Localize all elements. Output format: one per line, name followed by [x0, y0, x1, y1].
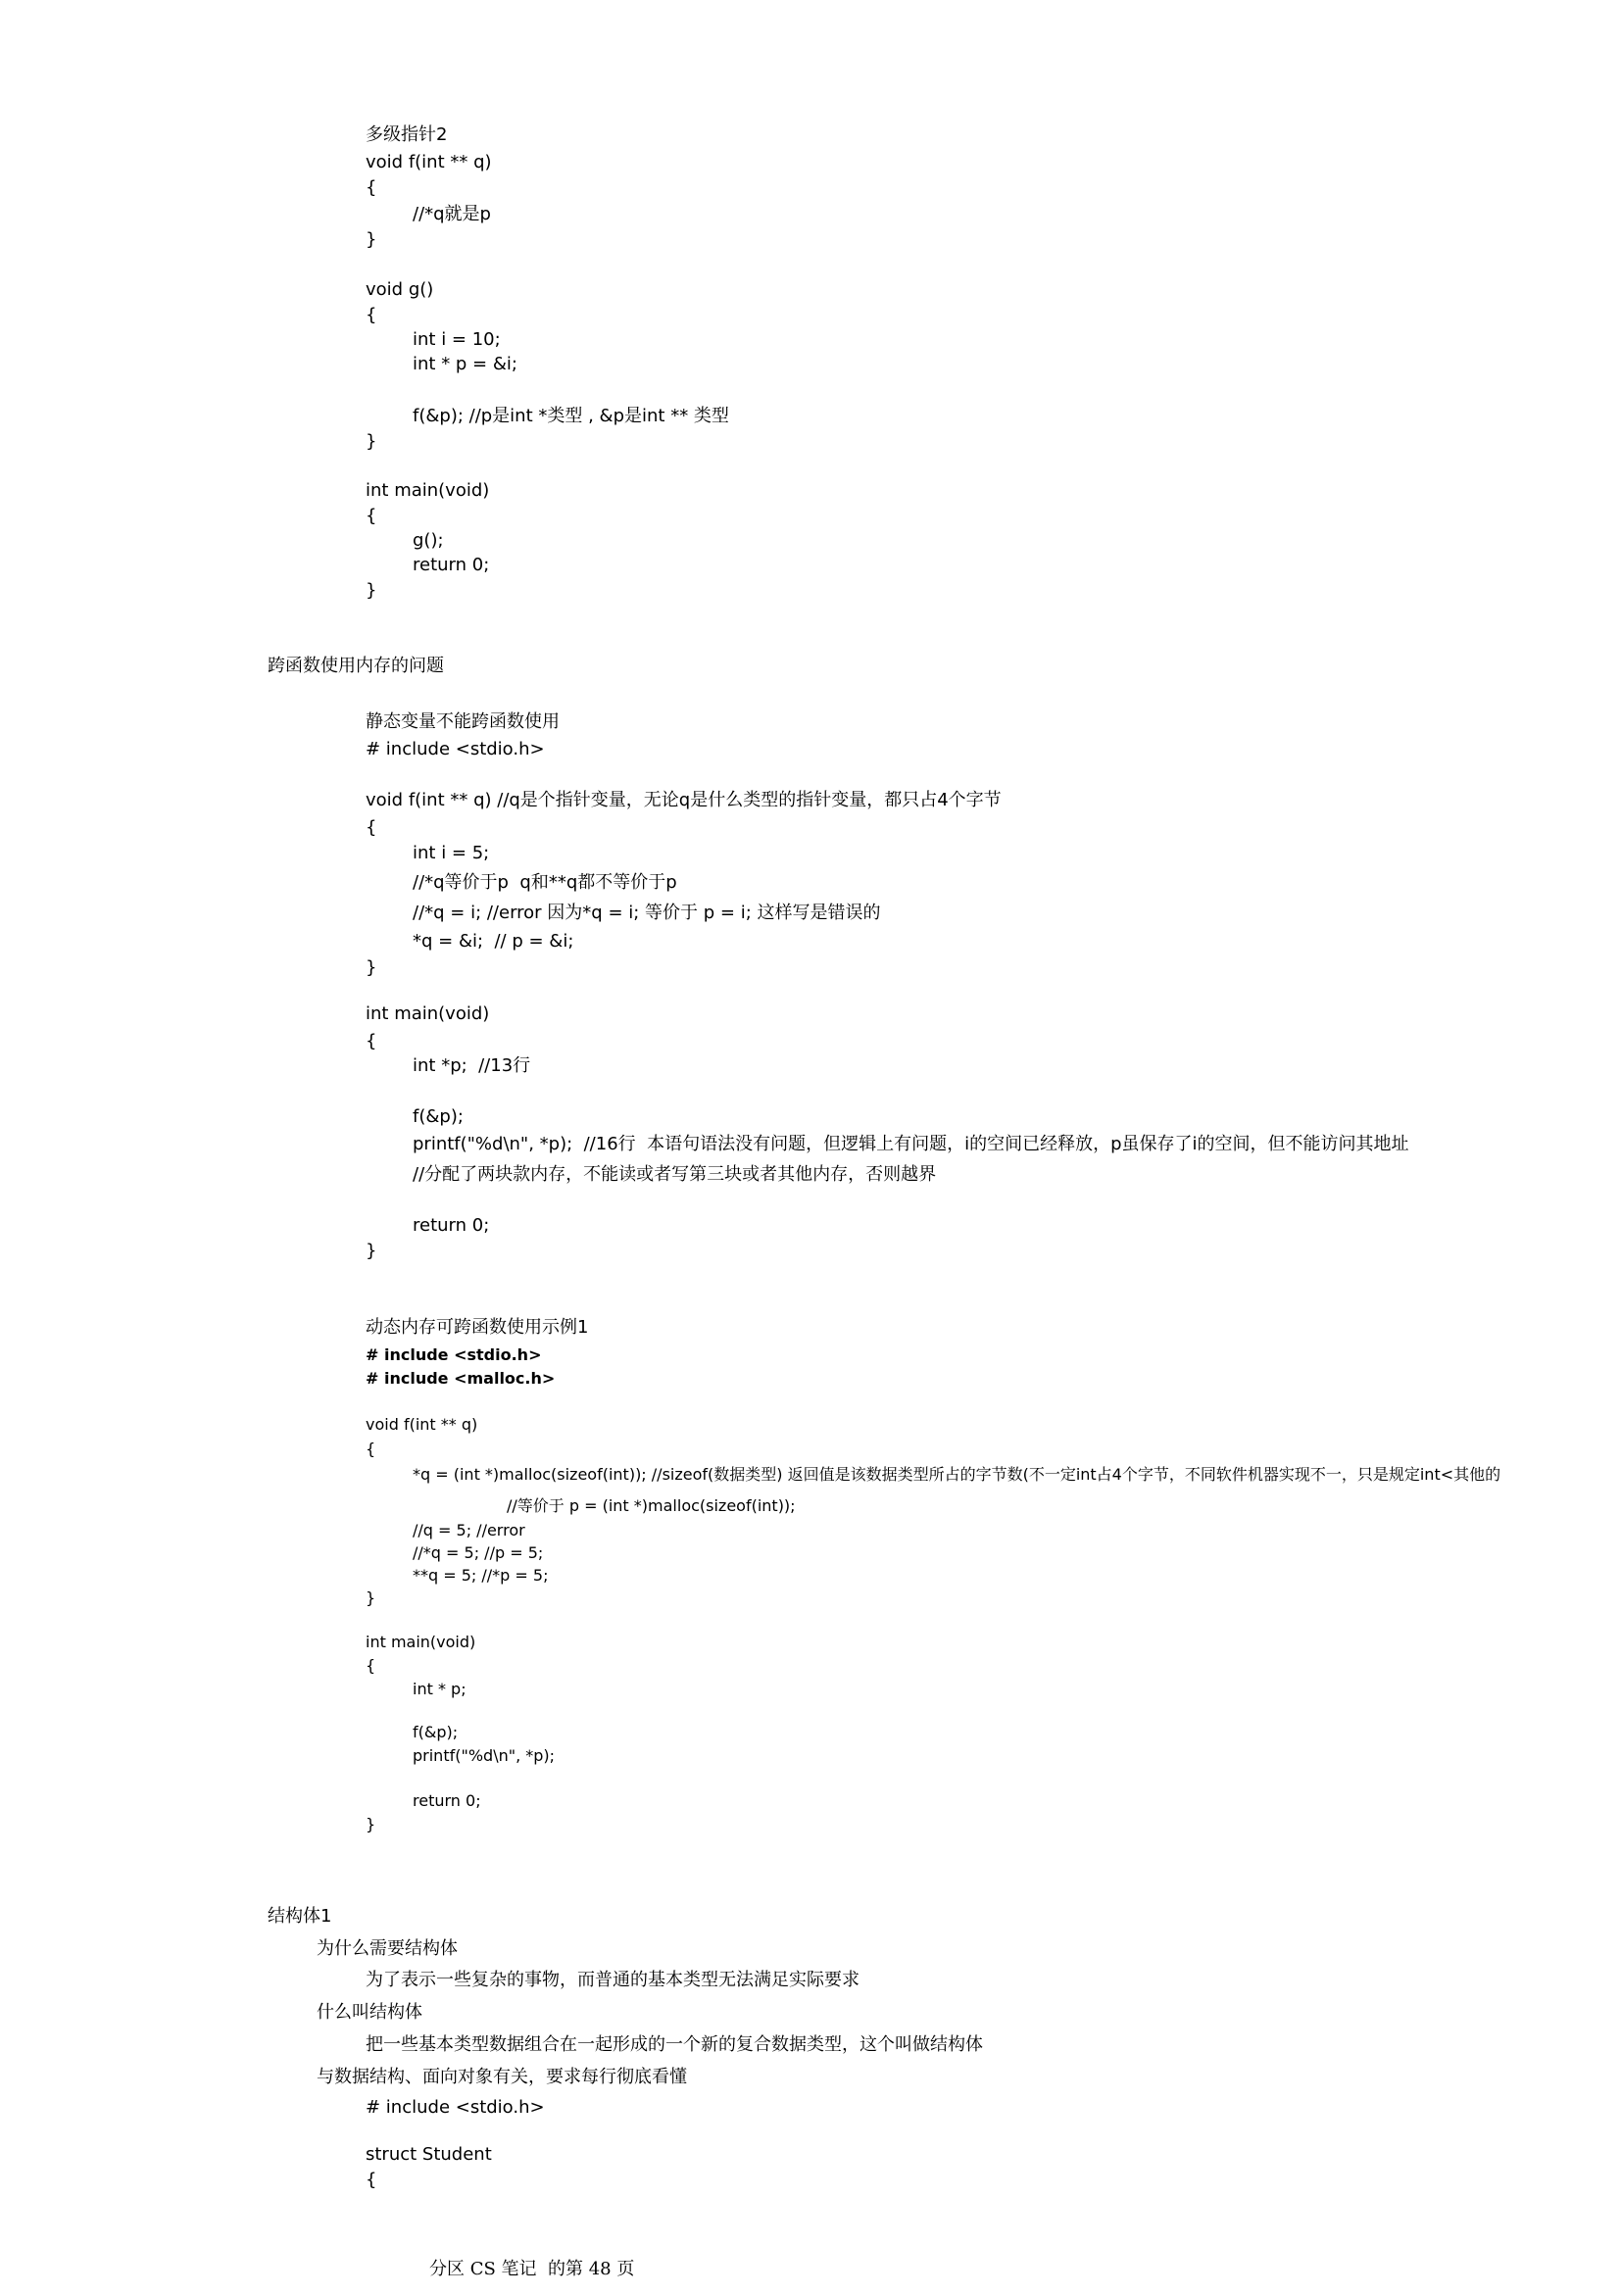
block-title: 动态内存可跨函数使用示例1 — [366, 1317, 589, 1338]
block-title: 静态变量不能跨函数使用 — [366, 711, 560, 732]
code-line: int i = 5; — [413, 843, 490, 863]
code-line: void f(int ** q) //q是个指针变量，无论q是什么类型的指针变量，都只占4个字节 — [366, 790, 1002, 810]
code-line: return 0; — [413, 1215, 490, 1236]
code-line: { — [366, 817, 377, 838]
code-line: { — [366, 2170, 377, 2190]
code-line: *q = (int *)malloc(sizeof(int)); //sizeof(数据类型) 返回值是该数据类型所占的字节数(不一定int占4个字节，不同软件机器实现不一，只是规定int<其他的 — [413, 1465, 1501, 1484]
code-line: return 0; — [413, 555, 490, 575]
section-heading: 结构体1 — [268, 1906, 332, 1927]
code-line: } — [366, 957, 377, 978]
code-line: printf("%d\n", *p); //16行 本语句语法没有问题，但逻辑上有问题，i的空间已经释放，p虽保存了i的空间，但不能访问其地址 — [413, 1134, 1409, 1154]
code-line: # include <stdio.h> — [366, 739, 545, 759]
code-line: { — [366, 1440, 376, 1458]
code-line: # include <stdio.h> — [366, 2097, 545, 2118]
code-line: int * p; — [413, 1680, 467, 1698]
code-line: return 0; — [413, 1791, 481, 1810]
code-line: } — [366, 580, 377, 601]
code-line: # include <malloc.h> — [366, 1369, 556, 1388]
code-line: { — [366, 1656, 376, 1675]
code-line: *q = &i; // p = &i; — [413, 931, 574, 952]
code-line: f(&p); — [413, 1723, 459, 1741]
paragraph: 为了表示一些复杂的事物，而普通的基本类型无法满足实际要求 — [366, 1970, 860, 1990]
code-line: //*q等价于p q和**q都不等价于p — [413, 872, 677, 893]
code-line: //*q就是p — [413, 204, 491, 224]
code-line: int *p; //13行 — [413, 1055, 531, 1076]
code-line: int main(void) — [366, 480, 490, 501]
code-line: f(&p); — [413, 1106, 464, 1127]
code-line: # include <stdio.h> — [366, 1345, 542, 1364]
code-line: { — [366, 1031, 377, 1051]
code-line: //等价于 p = (int *)malloc(sizeof(int)); — [507, 1496, 796, 1515]
subheading: 为什么需要结构体 — [317, 1938, 458, 1959]
code-line: } — [366, 1588, 376, 1607]
code-line: } — [366, 1241, 377, 1261]
code-line: } — [366, 229, 377, 250]
code-line: //分配了两块款内存，不能读或者写第三块或者其他内存，否则越界 — [413, 1164, 937, 1185]
block-title: 多级指针2 — [366, 124, 448, 145]
code-line: void f(int ** q) — [366, 1415, 478, 1434]
code-line: void f(int ** q) — [366, 152, 492, 172]
code-line: printf("%d\n", *p); — [413, 1746, 556, 1765]
note: 与数据结构、面向对象有关，要求每行彻底看懂 — [317, 2067, 687, 2087]
section-heading: 跨函数使用内存的问题 — [268, 656, 444, 676]
code-line: **q = 5; //*p = 5; — [413, 1566, 549, 1585]
code-line: f(&p); //p是int *类型 , &p是int ** 类型 — [413, 406, 729, 426]
code-line: int main(void) — [366, 1633, 476, 1651]
code-line: //*q = i; //error 因为*q = i; 等价于 p = i; 这样写是错误的 — [413, 903, 881, 923]
code-line: //*q = 5; //p = 5; — [413, 1543, 544, 1562]
code-line: int main(void) — [366, 1003, 490, 1024]
code-line: void g() — [366, 279, 434, 300]
code-line: struct Student — [366, 2144, 492, 2165]
paragraph: 把一些基本类型数据组合在一起形成的一个新的复合数据类型，这个叫做结构体 — [366, 2034, 983, 2055]
code-line: g(); — [413, 530, 444, 551]
code-line: { — [366, 305, 377, 325]
page-footer: 分区 CS 笔记 的第 48 页 — [429, 2259, 635, 2279]
code-line: int * p = &i; — [413, 354, 517, 374]
code-line: int i = 10; — [413, 329, 501, 350]
code-line: { — [366, 177, 377, 198]
code-line: } — [366, 1815, 376, 1833]
code-line: //q = 5; //error — [413, 1521, 525, 1539]
code-line: { — [366, 506, 377, 526]
subheading: 什么叫结构体 — [317, 2002, 422, 2023]
code-line: } — [366, 431, 377, 452]
